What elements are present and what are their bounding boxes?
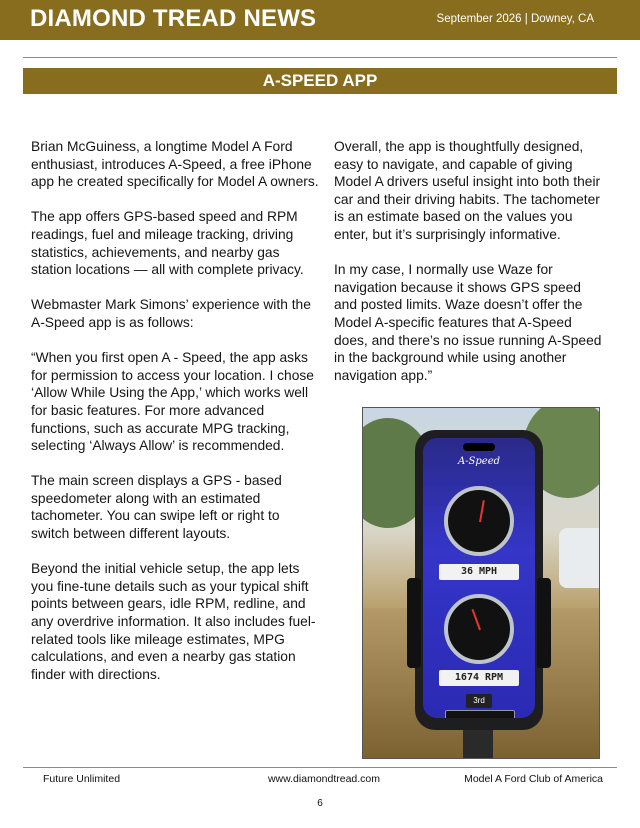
article-paragraph: “When you first open A - Speed, the app asks for permission to access your location. I chose ‘Allow While Using the App,’ which works well for basic features. For more advanced functions, such as accurate MPG tracking, selecting ‘Always Allow’ is recommended. <box>31 350 314 454</box>
phone-holder-right-arm <box>537 578 551 668</box>
bottom-divider <box>23 767 617 768</box>
article-right-column <box>334 138 606 402</box>
tachometer-gauge <box>444 594 514 664</box>
mount-stem <box>463 726 493 758</box>
page-number: 6 <box>317 798 323 809</box>
section-title: A-SPEED APP <box>262 71 378 90</box>
article-paragraph: In my case, I normally use Waze for navigation because it shows GPS speed and posted limits. Waze doesn’t offer the Model A-specific features that A-Speed does, and there’s no issue running A-Speed in the background while using another navigation app.” <box>334 262 602 383</box>
dateline: September 2026 | Downey, CA <box>436 13 594 25</box>
dynamic-island <box>463 443 495 451</box>
article-left-column <box>31 138 321 701</box>
background-car <box>559 528 600 588</box>
phone-holder-left-arm <box>407 578 421 668</box>
article-paragraph: Beyond the initial vehicle setup, the app lets you fine-tune details such as your typical shift points between gears, idle RPM, redline, and any overdrive information. It also includes fuel-related tools like mileage estimates, MPG calculations, and even a nearby gas station finder with directions. <box>31 561 316 682</box>
speed-readout: 36 MPH <box>439 564 519 580</box>
footer-website[interactable]: www.diamondtread.com <box>267 773 381 785</box>
app-logo: A-Speed <box>457 456 501 467</box>
phone <box>415 430 543 730</box>
footer-left: Future Unlimited <box>43 773 121 785</box>
speedometer-gauge <box>444 486 514 556</box>
footer-right: Model A Ford Club of America <box>464 773 603 785</box>
section-header <box>23 68 617 94</box>
app-photo <box>362 407 600 759</box>
masthead <box>0 0 640 40</box>
rpm-needle <box>472 609 481 630</box>
odometer <box>445 710 515 718</box>
article-paragraph: Webmaster Mark Simons’ experience with the A-Speed app is as follows: <box>31 297 311 330</box>
top-divider <box>23 57 617 58</box>
article-paragraph: The main screen displays a GPS - based speedometer along with an estimated tachometer. You can swipe left or right to switch between different layouts. <box>31 473 282 542</box>
gear-indicator: 3rd <box>466 694 492 708</box>
article-paragraph: The app offers GPS-based speed and RPM readings, fuel and mileage tracking, driving statistics, achievements, and nearby gas station locations — all with complete privacy. <box>31 209 304 278</box>
phone-screen <box>423 438 535 718</box>
rpm-readout: 1674 RPM <box>439 670 519 686</box>
speed-needle <box>479 500 485 522</box>
newsletter-title: DIAMOND TREAD NEWS <box>30 5 317 32</box>
article-paragraph: Brian McGuiness, a longtime Model A Ford enthusiast, introduces A-Speed, a free iPhone app he created specifically for Model A owners. <box>31 139 319 190</box>
article-paragraph: Overall, the app is thoughtfully designed, easy to navigate, and capable of giving Model A drivers useful insight into both their car and their driving habits. The tachometer is an estimate based on the values you enter, but it’s surprisingly informative. <box>334 139 601 242</box>
